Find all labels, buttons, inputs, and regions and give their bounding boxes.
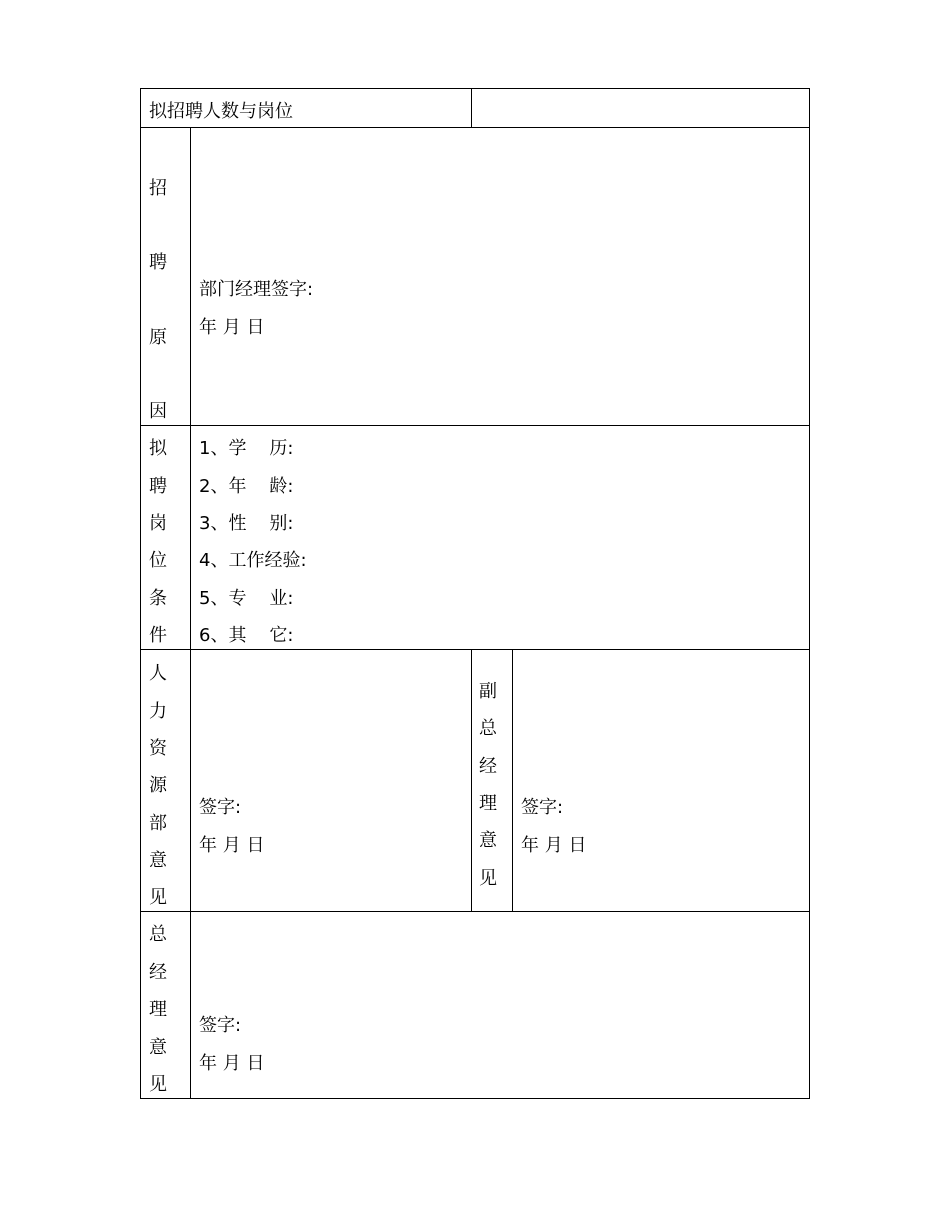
- hr-label-char: 源: [149, 775, 167, 796]
- gm-label-char: 总: [149, 924, 167, 945]
- hr-label-char: 力: [149, 701, 167, 722]
- condition-age: 2、年 龄:: [199, 476, 294, 497]
- vp-content-cell[interactable]: [512, 649, 810, 912]
- reason-label-char: 因: [149, 401, 167, 422]
- vp-label-char: 经: [479, 756, 497, 777]
- gm-label-char: 意: [149, 1037, 167, 1058]
- positions-label: 拟招聘人数与岗位: [149, 101, 293, 122]
- reason-content-cell[interactable]: [190, 127, 810, 426]
- conditions-label-char: 岗: [149, 513, 167, 534]
- conditions-label-cell: [140, 425, 191, 650]
- gm-content-cell[interactable]: [190, 911, 810, 1099]
- conditions-label-char: 条: [149, 588, 167, 609]
- conditions-content-cell[interactable]: [190, 425, 810, 650]
- hr-signature-label: 签字:: [199, 797, 242, 818]
- vp-label-char: 意: [479, 830, 497, 851]
- condition-education: 1、学 历:: [199, 438, 294, 459]
- conditions-label-char: 位: [149, 550, 167, 571]
- condition-major: 5、专 业:: [199, 588, 294, 609]
- condition-other: 6、其 它:: [199, 625, 294, 646]
- hr-label-char: 意: [149, 850, 167, 871]
- hr-label-char: 部: [149, 813, 167, 834]
- reason-label-char: 原: [149, 327, 167, 348]
- positions-value-cell[interactable]: [471, 88, 810, 128]
- vp-label-cell: [471, 649, 513, 912]
- hr-date-label: 年 月 日: [199, 835, 265, 856]
- gm-date-label: 年 月 日: [199, 1053, 265, 1074]
- reason-label-char: 招: [149, 178, 167, 199]
- hr-label-char: 见: [149, 887, 167, 908]
- vp-label-char: 见: [479, 868, 497, 889]
- conditions-label-char: 件: [149, 625, 167, 646]
- condition-gender: 3、性 别:: [199, 513, 294, 534]
- reason-label-char: 聘: [149, 252, 167, 273]
- gm-label-char: 理: [149, 999, 167, 1020]
- hr-content-cell[interactable]: [190, 649, 472, 912]
- vp-date-label: 年 月 日: [521, 835, 587, 856]
- condition-experience: 4、工作经验:: [199, 550, 307, 571]
- conditions-label-char: 聘: [149, 476, 167, 497]
- gm-signature-label: 签字:: [199, 1015, 242, 1036]
- dept-manager-signature-label: 部门经理签字:: [199, 279, 314, 300]
- vp-signature-label: 签字:: [521, 797, 564, 818]
- hr-label-cell: [140, 649, 191, 912]
- reason-label-cell: [140, 127, 191, 426]
- positions-label-cell: [140, 88, 472, 128]
- hr-label-char: 人: [149, 663, 167, 684]
- gm-label-char: 经: [149, 962, 167, 983]
- reason-date-label: 年 月 日: [199, 317, 265, 338]
- vp-label-char: 副: [479, 681, 497, 702]
- gm-label-cell: [140, 911, 191, 1099]
- gm-label-char: 见: [149, 1074, 167, 1095]
- conditions-label-char: 拟: [149, 438, 167, 459]
- hr-label-char: 资: [149, 738, 167, 759]
- vp-label-char: 理: [479, 793, 497, 814]
- vp-label-char: 总: [479, 718, 497, 739]
